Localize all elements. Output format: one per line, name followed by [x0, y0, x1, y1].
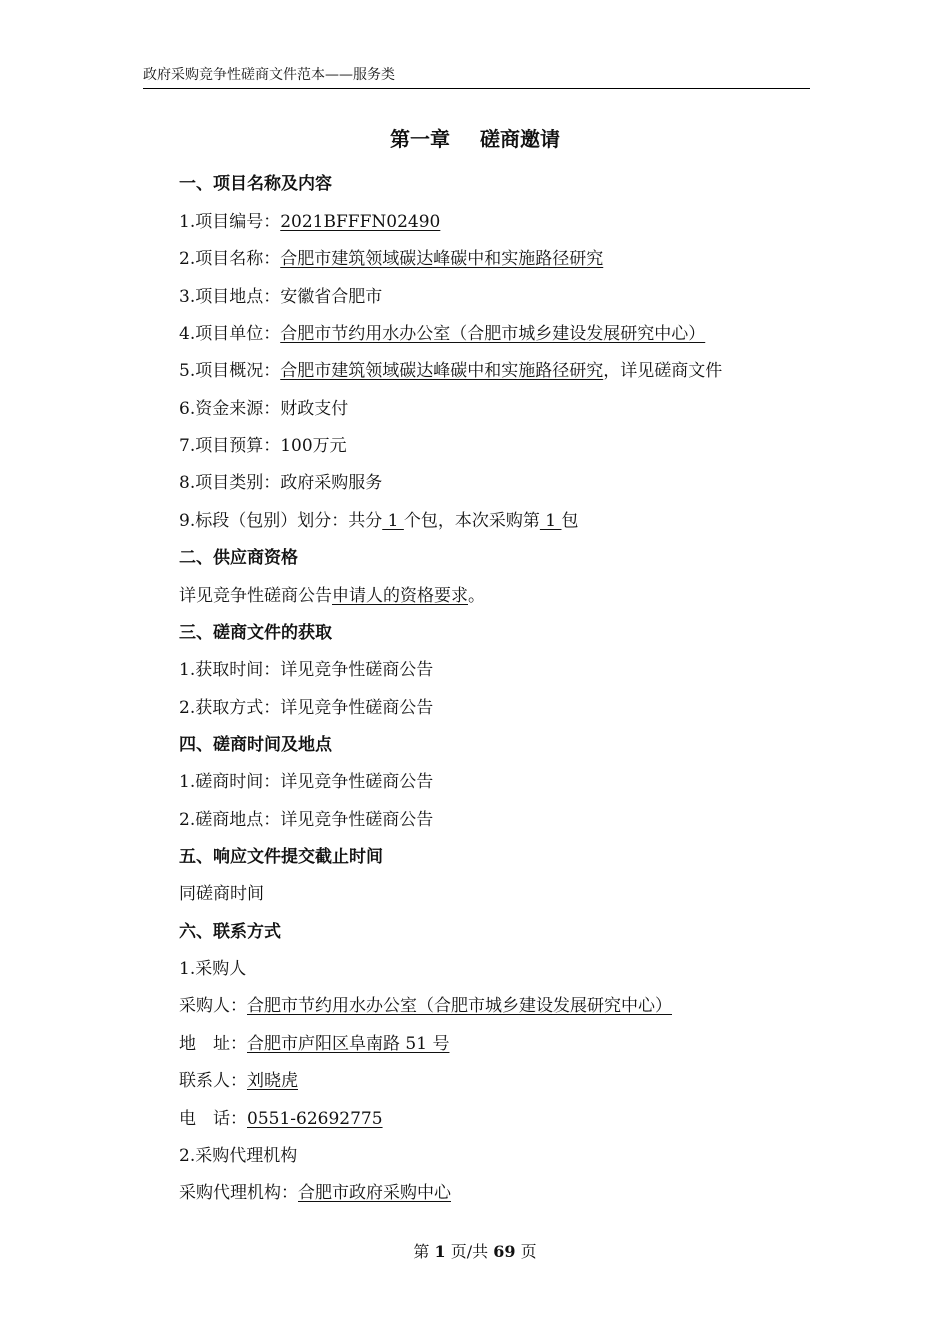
section-heading: 六、联系方式: [179, 922, 281, 942]
section-heading: 三、磋商文件的获取: [179, 623, 332, 643]
section-heading: 二、供应商资格: [179, 548, 298, 568]
project-location: 3.项目地点：安徽省合肥市: [179, 287, 383, 307]
section-heading: 四、磋商时间及地点: [179, 735, 332, 755]
supplier-qualification: 详见竞争性磋商公告申请人的资格要求。: [179, 586, 485, 606]
chapter-number: 第一章: [390, 127, 450, 151]
negotiation-location: 2.磋商地点：详见竞争性磋商公告: [179, 810, 434, 830]
project-unit: 4.项目单位：合肥市节约用水办公室（合肥市城乡建设发展研究中心）: [179, 324, 706, 344]
page-footer: 第 1 页/共 69 页: [413, 1242, 537, 1261]
page-number: 1: [434, 1242, 446, 1261]
section-heading: 五、响应文件提交截止时间: [179, 847, 383, 867]
project-type: 8.项目类别：政府采购服务: [179, 473, 383, 493]
project-code: 1.项目编号：2021BFFFN02490: [179, 212, 441, 232]
buyer-phone: 电 话：0551-62692775: [179, 1109, 383, 1129]
negotiation-time: 1.磋商时间：详见竞争性磋商公告: [179, 772, 434, 792]
agency-name: 采购代理机构：合肥市政府采购中心: [179, 1183, 451, 1203]
agency-title: 2.采购代理机构: [179, 1146, 298, 1166]
obtain-method: 2.获取方式：详见竞争性磋商公告: [179, 698, 434, 718]
buyer-title: 1.采购人: [179, 959, 247, 979]
project-overview: 5.项目概况：合肥市建筑领域碳达峰碳中和实施路径研究，详见磋商文件: [179, 361, 723, 381]
running-header: 政府采购竞争性磋商文件范本——服务类: [143, 64, 810, 89]
chapter-name: 磋商邀请: [480, 127, 560, 151]
obtain-time: 1.获取时间：详见竞争性磋商公告: [179, 660, 434, 680]
page-total: 69: [493, 1242, 516, 1261]
project-name: 2.项目名称：合肥市建筑领域碳达峰碳中和实施路径研究: [179, 249, 604, 269]
buyer-contact: 联系人：刘晓虎: [179, 1071, 298, 1091]
project-budget: 7.项目预算：100万元: [179, 436, 347, 456]
deadline-text: 同磋商时间: [179, 884, 264, 904]
buyer-name: 采购人：合肥市节约用水办公室（合肥市城乡建设发展研究中心）: [179, 996, 672, 1016]
chapter-title: [0, 124, 950, 154]
buyer-address: 地 址：合肥市庐阳区阜南路 51 号: [179, 1034, 450, 1054]
section-heading: 一、项目名称及内容: [179, 174, 332, 194]
lot-division: 9.标段（包别）划分：共分 1 个包，本次采购第 1 包: [179, 511, 579, 531]
fund-source: 6.资金来源：财政支付: [179, 399, 349, 419]
